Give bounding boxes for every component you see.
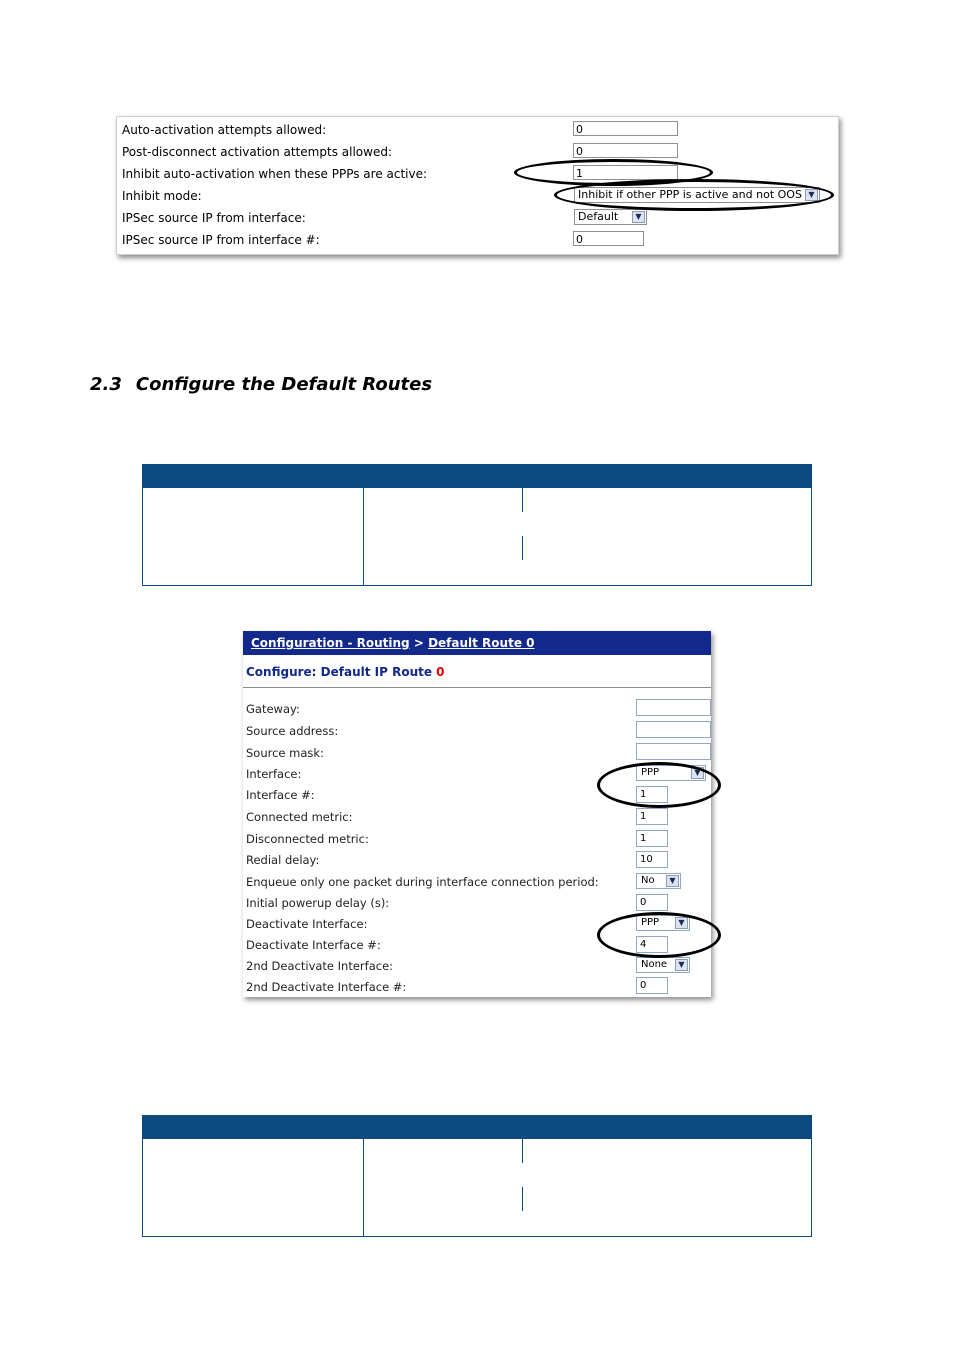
second-deactivate-interface-value: None (641, 959, 668, 970)
chevron-down-icon[interactable]: ▼ (675, 917, 688, 929)
enqueue-one-packet-label: Enqueue only one packet during interface connection period: (246, 875, 599, 889)
highlight-oval (597, 762, 721, 808)
table-cell (142, 560, 364, 586)
post-disconnect-attempts-label: Post-disconnect activation attempts allowed: (122, 145, 392, 159)
section-heading (90, 374, 432, 395)
inhibit-auto-activation-label: Inhibit auto-activation when these PPPs are active: (122, 167, 428, 181)
redial-delay-input[interactable]: 10 (636, 851, 668, 868)
ipsec-source-interface-number-input[interactable]: 0 (573, 231, 644, 246)
enqueue-one-packet-select[interactable] (636, 873, 681, 889)
table-header (142, 1115, 812, 1139)
source-mask-label: Source mask: (246, 746, 324, 760)
table-cell (522, 1139, 812, 1188)
highlight-oval (554, 179, 834, 211)
deactivate-interface-number-label: Deactivate Interface #: (246, 938, 381, 952)
connected-metric-label: Connected metric: (246, 810, 353, 824)
table-cell (363, 560, 523, 586)
breadcrumb-link-routing[interactable]: Configuration - Routing (251, 636, 410, 650)
table-cell (363, 536, 523, 561)
settings-table (142, 464, 812, 586)
deactivate-interface-number-input[interactable]: 4 (636, 936, 668, 953)
disconnected-metric-input[interactable]: 1 (636, 830, 668, 847)
chevron-down-icon[interactable]: ▼ (805, 189, 818, 201)
interface-number-input[interactable]: 1 (636, 786, 668, 803)
auto-activation-attempts-label: Auto-activation attempts allowed: (122, 123, 327, 137)
ipsec-source-interface-select[interactable] (574, 209, 647, 225)
chevron-down-icon[interactable]: ▼ (675, 959, 688, 971)
table-cell (363, 1187, 523, 1212)
breadcrumb-link-default-route[interactable]: Default Route 0 (428, 636, 535, 650)
initial-powerup-delay-label: Initial powerup delay (s): (246, 896, 390, 910)
enqueue-one-packet-value: No (641, 875, 655, 886)
breadcrumb (243, 631, 711, 655)
second-deactivate-interface-number-input[interactable]: 0 (636, 977, 668, 994)
table-cell (142, 536, 364, 561)
inhibit-mode-label: Inhibit mode: (122, 189, 202, 203)
second-deactivate-interface-label: 2nd Deactivate Interface: (246, 959, 394, 973)
table-cell (363, 1139, 523, 1164)
table-cell (363, 512, 523, 537)
interface-value: PPP (641, 767, 660, 778)
second-deactivate-interface-select[interactable] (636, 957, 690, 973)
ipsec-source-interface-number-label: IPSec source IP from interface #: (122, 233, 320, 247)
source-mask-input[interactable] (636, 743, 711, 760)
table-cell (142, 1139, 364, 1164)
ipsec-source-interface-label: IPSec source IP from interface: (122, 211, 306, 225)
ipsec-source-interface-value: Default (578, 210, 619, 223)
table-cell (142, 512, 364, 537)
disconnected-metric-label: Disconnected metric: (246, 832, 369, 846)
highlight-oval (597, 912, 721, 958)
section-number: 2.3 (90, 374, 122, 395)
deactivate-interface-label: Deactivate Interface: (246, 917, 368, 931)
second-deactivate-interface-number-label: 2nd Deactivate Interface #: (246, 980, 407, 994)
table-cell (522, 536, 812, 586)
breadcrumb-separator: > (413, 636, 424, 650)
table-cell (142, 488, 364, 513)
chevron-down-icon[interactable]: ▼ (632, 211, 645, 223)
gateway-label: Gateway: (246, 702, 300, 716)
auto-activation-attempts-input[interactable]: 0 (573, 121, 678, 136)
section-title: Configure the Default Routes (135, 374, 433, 395)
table-cell (142, 1211, 364, 1237)
table-header (142, 464, 812, 488)
divider (243, 687, 711, 688)
interface-number-label: Interface #: (246, 788, 315, 802)
redial-delay-label: Redial delay: (246, 853, 320, 867)
table-cell (142, 1187, 364, 1212)
table-cell (363, 1211, 523, 1237)
page-title (246, 665, 445, 679)
source-address-input[interactable] (636, 721, 711, 738)
initial-powerup-delay-input[interactable]: 0 (636, 894, 668, 911)
page-title-text: Configure: Default IP Route (246, 665, 432, 679)
table-cell (142, 1163, 364, 1188)
connected-metric-input[interactable]: 1 (636, 808, 668, 825)
chevron-down-icon[interactable]: ▼ (666, 875, 679, 887)
gateway-input[interactable] (636, 699, 711, 716)
table-cell (363, 1163, 523, 1188)
chevron-down-icon[interactable]: ▼ (691, 767, 704, 779)
interface-label: Interface: (246, 767, 302, 781)
deactivate-interface-value: PPP (641, 917, 660, 928)
post-disconnect-attempts-input[interactable]: 0 (573, 143, 678, 158)
table-cell (363, 488, 523, 513)
settings-table (142, 1115, 812, 1237)
table-cell (522, 488, 812, 537)
inhibit-mode-value: Inhibit if other PPP is active and not OOS (578, 188, 802, 201)
inhibit-auto-activation-input[interactable]: 1 (573, 165, 678, 180)
table-cell (522, 1187, 812, 1237)
source-address-label: Source address: (246, 724, 339, 738)
route-index: 0 (436, 665, 445, 679)
